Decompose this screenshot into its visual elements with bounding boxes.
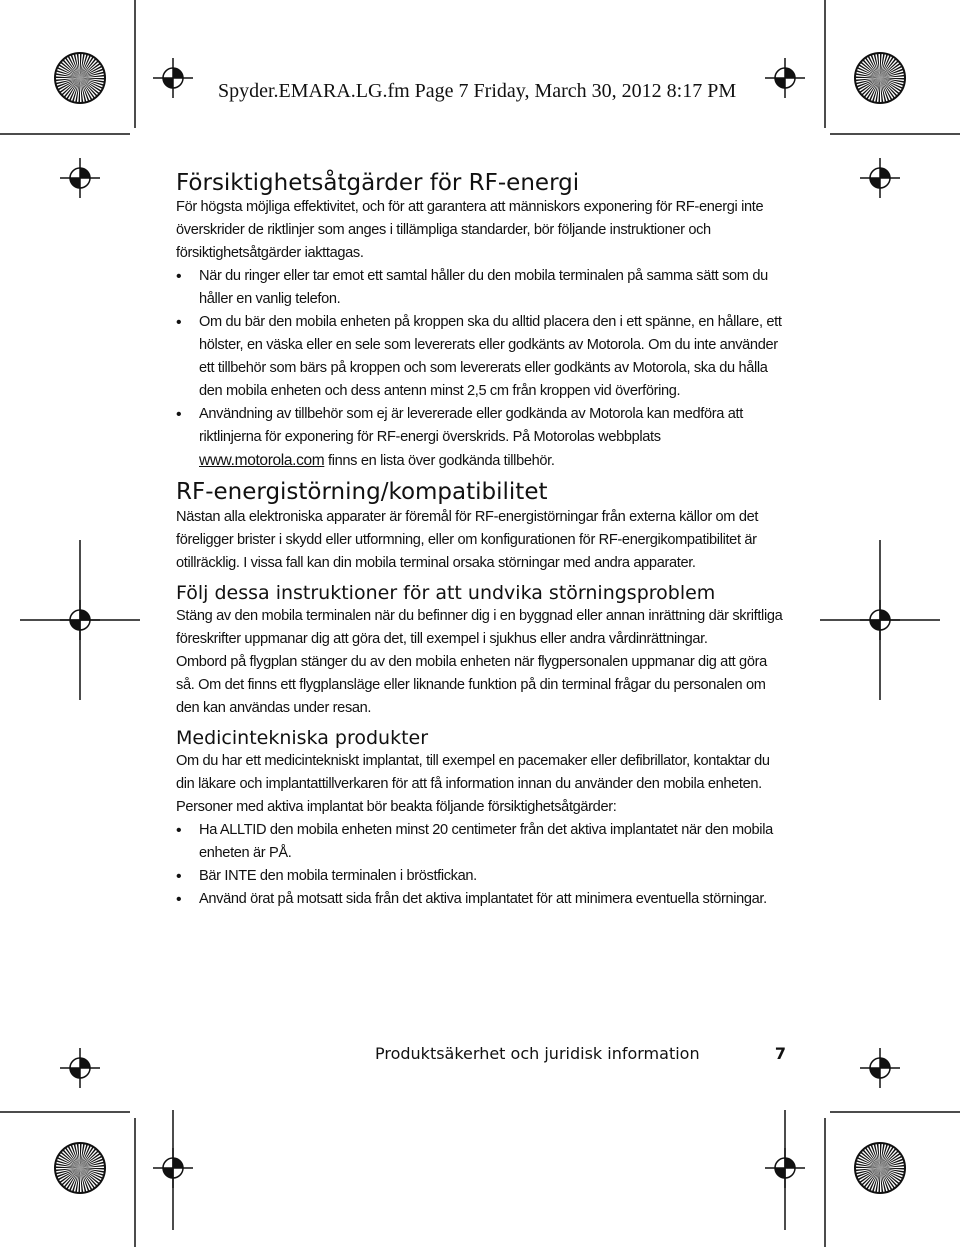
registration-target-icon	[765, 58, 805, 98]
rf-energy-intro: För högsta möjliga effektivitet, och för att garantera att människors exponering för RF-energi inte överskrider de riktlinjer som anges i tillämpliga standarder, bör följande instruktioner och försiktighetsåtgärder iakttagas.	[176, 199, 764, 262]
registration-starburst-icon	[855, 1143, 905, 1193]
list-item: • Bär INTE den mobila terminalen i bröstfickan.	[176, 865, 788, 888]
registration-target-icon	[860, 158, 900, 198]
registration-target-icon	[60, 158, 100, 198]
motorola-website-link[interactable]: www.motorola.com	[199, 452, 325, 470]
rf-energy-bullet-list	[176, 265, 788, 473]
avoid-interference-heading: Följ dessa instruktioner för att undvika störningsproblem	[176, 581, 716, 604]
page-number: 7	[774, 1044, 786, 1063]
rf-energy-heading: Försiktighetsåtgärder för RF-energi	[176, 170, 580, 196]
avoid-paragraph-2: Ombord på flygplan stänger du av den mobila enheten när flygpersonalen uppmanar dig att göra så. Om det finns ett flygplansläge eller liknande funktion på din terminal frågar du personalen om den kan användas under resan.	[176, 653, 767, 716]
medical-paragraph-2: Personer med aktiva implantat bör beakta följande försiktighetsåtgärder:	[176, 798, 617, 815]
page-footer	[375, 1044, 788, 1063]
medical-paragraph-1: Om du har ett medicintekniskt implantat, till exempel en pacemaker eller defibrillator, kontaktar du din läkare och implantattillverkaren för att få information innan du använder den mobila enheten.	[176, 752, 770, 792]
avoid-paragraph-1: Stäng av den mobila terminalen när du befinner dig i en byggnad eller annan inrättning där skriftliga föreskrifter uppmanar dig att göra det, till exempel i sjukhus eller andra vårdinrättningar.	[176, 607, 783, 647]
registration-starburst-icon	[55, 53, 105, 103]
medical-devices-heading: Medicintekniska produkter	[176, 726, 429, 749]
list-item: • När du ringer eller tar emot ett samtal håller du den mobila terminalen på samma sätt som du håller en vanlig telefon.	[176, 265, 788, 311]
registration-target-icon	[60, 1048, 100, 1088]
list-item: • Ha ALLTID den mobila enheten minst 20 centimeter från det aktiva implantatet när den mobila enheten är PÅ.	[176, 819, 788, 865]
footer-section-title: Produktsäkerhet och juridisk information	[375, 1044, 700, 1063]
interference-heading: RF-energistörning/kompatibilitet	[176, 479, 548, 506]
print-slug-line: Spyder.EMARA.LG.fm Page 7 Friday, March 30, 2012 8:17 PM	[218, 80, 737, 102]
list-item: • Om du bär den mobila enheten på kroppen ska du alltid placera den i ett spänne, en hållare, ett hölster, en väska eller en sele som levererats eller godkänts av Motorola. Om du inte använder ett tillbehör som bärs på kroppen och som levererats eller godkänts av Motorola, ska du hålla den mobila enheten och dess antenn minst 2,5 cm från kroppen vid överföring.	[176, 311, 788, 403]
registration-starburst-icon	[55, 1143, 105, 1193]
interference-text: Nästan alla elektroniska apparater är föremål för RF-energistörningar från externa källor om det föreligger brister i skydd eller utformning, eller om konfigurationen för RF-energikompatibilitet är otillräcklig. I vissa fall kan din mobila terminal orsaka störningar med andra apparater.	[176, 508, 759, 571]
bullet-text-tail: finns en lista över godkända tillbehör.	[328, 453, 555, 470]
list-item: • Använd örat på motsatt sida från det aktiva implantatet för att minimera eventuella störningar.	[176, 888, 788, 911]
bullet-text: Användning av tillbehör som ej är levererade eller godkända av Motorola kan medföra att riktlinjerna för exponering för RF-energi överskrids. På Motorolas webbplats	[199, 406, 743, 446]
document-page	[176, 170, 788, 911]
registration-target-icon	[153, 58, 193, 98]
list-item	[176, 403, 788, 473]
registration-target-icon	[860, 1048, 900, 1088]
registration-starburst-icon	[855, 53, 905, 103]
medical-bullet-list	[176, 819, 788, 911]
